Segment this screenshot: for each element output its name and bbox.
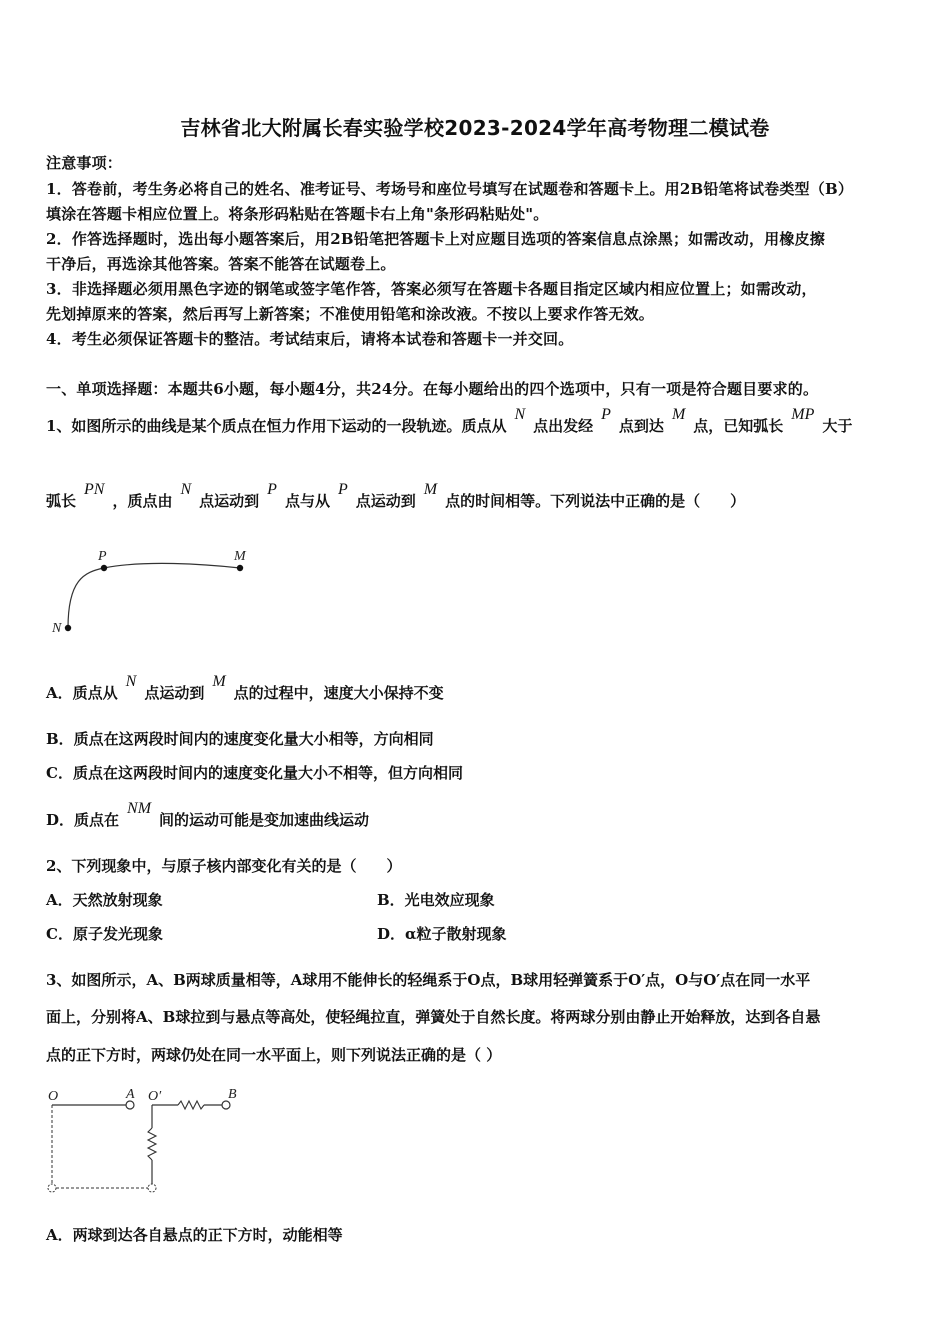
- ball-a: [126, 1101, 134, 1109]
- notice-line: 填涂在答题卡相应位置上。将条形码粘贴在答题卡右上角"条形码粘贴处"。: [46, 205, 549, 223]
- q2-option-d: D．α粒子散射现象: [377, 925, 507, 943]
- label-n: N: [52, 621, 62, 636]
- ball-b: [222, 1101, 230, 1109]
- math-var: NM: [127, 800, 152, 817]
- label-m: M: [234, 549, 246, 564]
- q2-option-a: A．天然放射现象: [46, 891, 163, 909]
- math-var: P: [337, 481, 348, 498]
- q1-text: ，质点由: [112, 492, 173, 510]
- q1-text: 点运动到: [199, 492, 260, 510]
- label-a: A: [126, 1087, 135, 1102]
- spring-vertical: [148, 1128, 156, 1160]
- q1-text: 1、如图所示的曲线是某个质点在恒力作用下运动的一段轨迹。质点从: [46, 417, 507, 435]
- option-text: A．质点从: [46, 684, 118, 702]
- q1-stem-line1: [46, 406, 853, 436]
- q1-text: 点的时间相等。下列说法中正确的是（ ）: [445, 492, 746, 510]
- q2-option-b: B．光电效应现象: [377, 891, 495, 909]
- q1-stem-line2: [46, 481, 746, 511]
- notice-line: 2．作答选择题时，选出每小题答案后，用2B铅笔把答题卡上对应题目选项的答案信息点涂黑；如需改动，用橡皮擦: [46, 230, 825, 248]
- option-text: 点的过程中，速度大小保持不变: [233, 684, 444, 702]
- math-var: PN: [84, 481, 105, 498]
- math-var: M: [212, 673, 226, 690]
- ball-a-final: [48, 1184, 56, 1192]
- notice-line: 干净后，再选涂其他答案。答案不能答在试题卷上。: [46, 255, 396, 273]
- q1-option-b: B．质点在这两段时间内的速度变化量大小相等，方向相同: [46, 730, 434, 748]
- q3-pendulum-spring-figure: [40, 1082, 260, 1202]
- q1-text: 大于: [822, 417, 853, 435]
- q1-trajectory-figure: [44, 540, 264, 640]
- q1-text: 点，已知弧长: [693, 417, 784, 435]
- q3-stem-line3: 点的正下方时，两球仍处在同一水平面上，则下列说法正确的是（ ）: [46, 1046, 502, 1064]
- spring-horizontal: [178, 1101, 204, 1109]
- option-text: 间的运动可能是变加速曲线运动: [159, 811, 370, 829]
- point-m: [237, 565, 243, 571]
- ball-b-final: [148, 1184, 156, 1192]
- trajectory-curve: [68, 563, 240, 628]
- q1-option-a: [46, 673, 444, 703]
- math-var: P: [267, 481, 277, 498]
- q1-text: 点出发经: [533, 417, 594, 435]
- math-var: N: [125, 673, 137, 690]
- notice-heading: 注意事项：: [46, 154, 123, 172]
- notice-line: 4．考生必须保证答题卡的整洁。考试结束后，请将本试卷和答题卡一并交回。: [46, 330, 574, 348]
- notice-line: 3．非选择题必须用黑色字迹的钢笔或签字笔作答，答案必须写在答题卡各题目指定区域内相应位置上；如需改动，: [46, 280, 817, 298]
- notice-line: 先划掉原来的答案，然后再写上新答案；不准使用铅笔和涂改液。不按以上要求作答无效。: [46, 305, 655, 323]
- label-p: P: [98, 549, 107, 564]
- label-b: B: [228, 1087, 237, 1102]
- q3-stem-line1: 3、如图所示，A、B两球质量相等，A球用不能伸长的轻绳系于O点，B球用轻弹簧系于O′点，O与O′点在同一水平: [46, 971, 811, 989]
- section-heading: 一、单项选择题：本题共6小题，每小题4分，共24分。在每小题给出的四个选项中，只有一项是符合题目要求的。: [46, 380, 819, 398]
- option-text: 点运动到: [144, 684, 205, 702]
- math-var: MP: [791, 406, 815, 423]
- page-title: 吉林省北大附属长春实验学校2023-2024学年高考物理二模试卷: [180, 116, 770, 140]
- math-var: N: [514, 406, 526, 423]
- q2-stem: 2、下列现象中，与原子核内部变化有关的是（ ）: [46, 857, 402, 875]
- q1-option-d: [46, 800, 370, 830]
- math-var: N: [180, 481, 192, 498]
- point-n: [65, 625, 71, 631]
- notice-line: 1．答卷前，考生务必将自己的姓名、准考证号、考场号和座位号填写在试题卷和答题卡上。用2B铅笔将试卷类型（B）: [46, 180, 854, 198]
- q2-option-c: C．原子发光现象: [46, 925, 163, 943]
- q1-text: 弧长: [46, 492, 77, 510]
- option-text: D．质点在: [46, 811, 120, 829]
- math-var: P: [601, 406, 611, 423]
- point-p: [101, 565, 107, 571]
- math-var: M: [423, 481, 438, 498]
- q1-option-c: C．质点在这两段时间内的速度变化量大小不相等，但方向相同: [46, 764, 463, 782]
- math-var: M: [671, 406, 686, 423]
- label-o: O: [48, 1089, 59, 1104]
- label-o-prime: O′: [148, 1089, 162, 1104]
- q3-option-a: A．两球到达各自悬点的正下方时，动能相等: [46, 1226, 343, 1244]
- q1-text: 点运动到: [355, 492, 416, 510]
- q1-text: 点与从: [284, 492, 330, 510]
- q1-text: 点到达: [618, 417, 664, 435]
- q3-stem-line2: 面上，分别将A、B球拉到与悬点等高处，使轻绳拉直，弹簧处于自然长度。将两球分别由静止开始释放，达到各自悬: [46, 1008, 821, 1026]
